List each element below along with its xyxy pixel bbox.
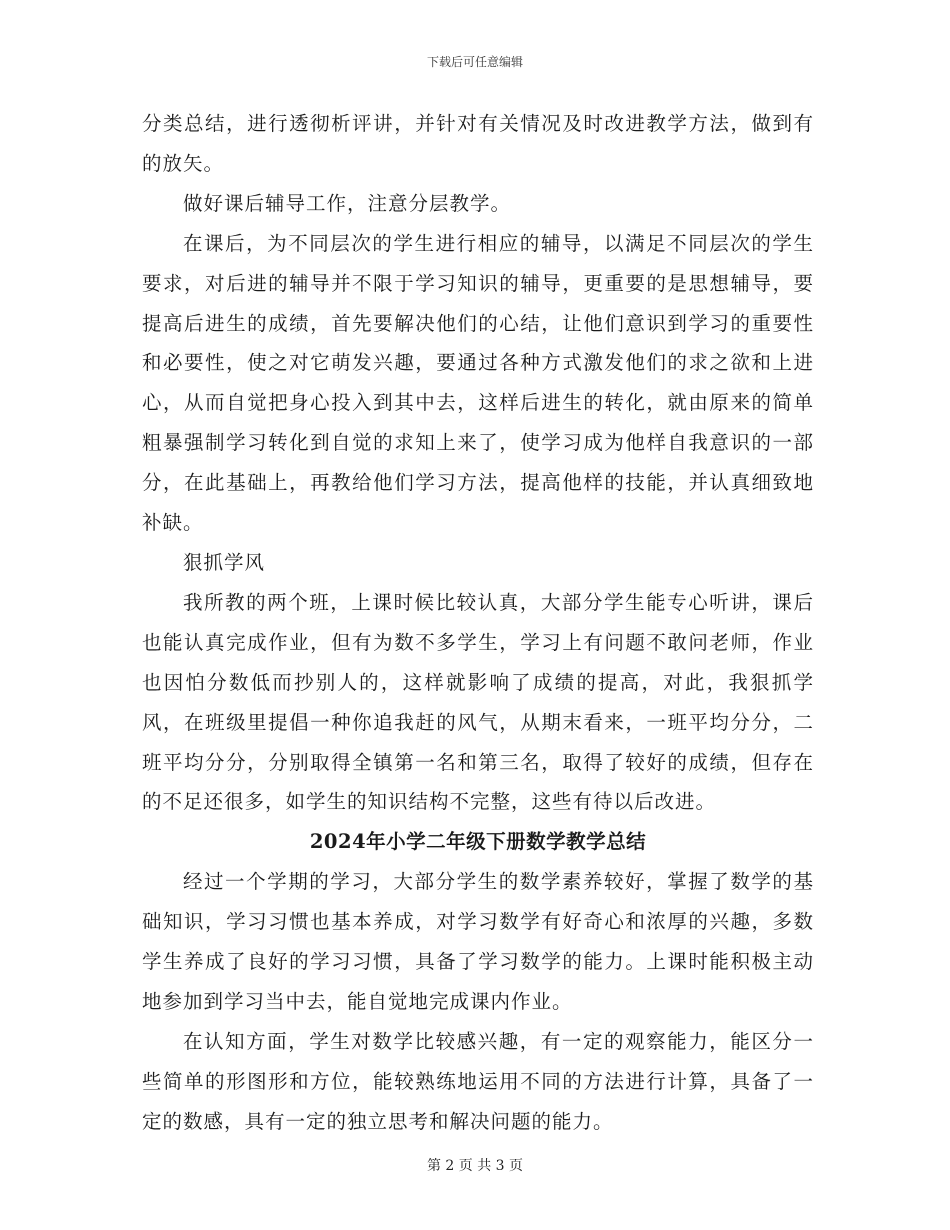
document-body [142,104,814,1142]
paragraph-study-style-heading: 狠抓学风 [182,550,265,574]
paragraph-summary-intro: 经过一个学期的学习，大部分学生的数学素养较好，掌握了数学的基础知识，学习习惯也基本养成，对学习数学有好奇心和浓厚的兴趣，多数学生养成了良好的学习习惯，具备了学习数学的能力。上课时能积极主动地参加到学习当中去，能自觉地完成课内作业。 [142,870,814,1013]
paragraph-cognition: 在认知方面，学生对数学比较感兴趣，有一定的观察能力，能区分一些简单的形图形和方位，能较熟练地运用不同的方法进行计算，具备了一定的数感，具有一定的独立思考和解决问题的能力。 [142,1029,814,1133]
paragraph-continuation: 分类总结，进行透彻析评讲，并针对有关情况及时改进教学方法，做到有的放矢。 [142,112,814,175]
page-header: 下载后可任意编辑 [426,55,523,69]
paragraph-study-style: 我所教的两个班，上课时候比较认真，大部分学生能专心听讲，课后也能认真完成作业，但有为数不多学生，学习上有问题不敢问老师，作业也因怕分数低而抄别人的，这样就影响了成绩的提高，对此，我狠抓学风，在班级里提倡一种你追我赶的风气，从期末看来，一班平均分分，二班平均分分，分别取得全镇第一名和第三名，取得了较好的成绩，但存在的不足还很多，如学生的知识结构不完整，这些有待以后改进。 [142,590,814,814]
paragraph-tutoring-heading: 做好课后辅导工作，注意分层教学。 [182,191,511,215]
paragraph-tutoring: 在课后，为不同层次的学生进行相应的辅导，以满足不同层次的学生要求，对后进的辅导并不限于学习知识的辅导，更重要的是思想辅导，要提高后进生的成绩，首先要解决他们的心结，让他们意识到学习的重要性和必要性，使之对它萌发兴趣，要通过各种方式激发他们的求之欲和上进心，从而自觉把身心投入到其中去，这样后进生的转化，就由原来的简单粗暴强制学习转化到自觉的求知上来了，使学习成为他样自我意识的一部分，在此基础上，再教给他们学习方法，提高他样的技能，并认真细致地补缺。 [142,231,814,535]
page-footer: 第 2 页 共 3 页 [426,1158,524,1174]
section-title: 2024年小学二年级下册数学教学总结 [309,830,647,854]
